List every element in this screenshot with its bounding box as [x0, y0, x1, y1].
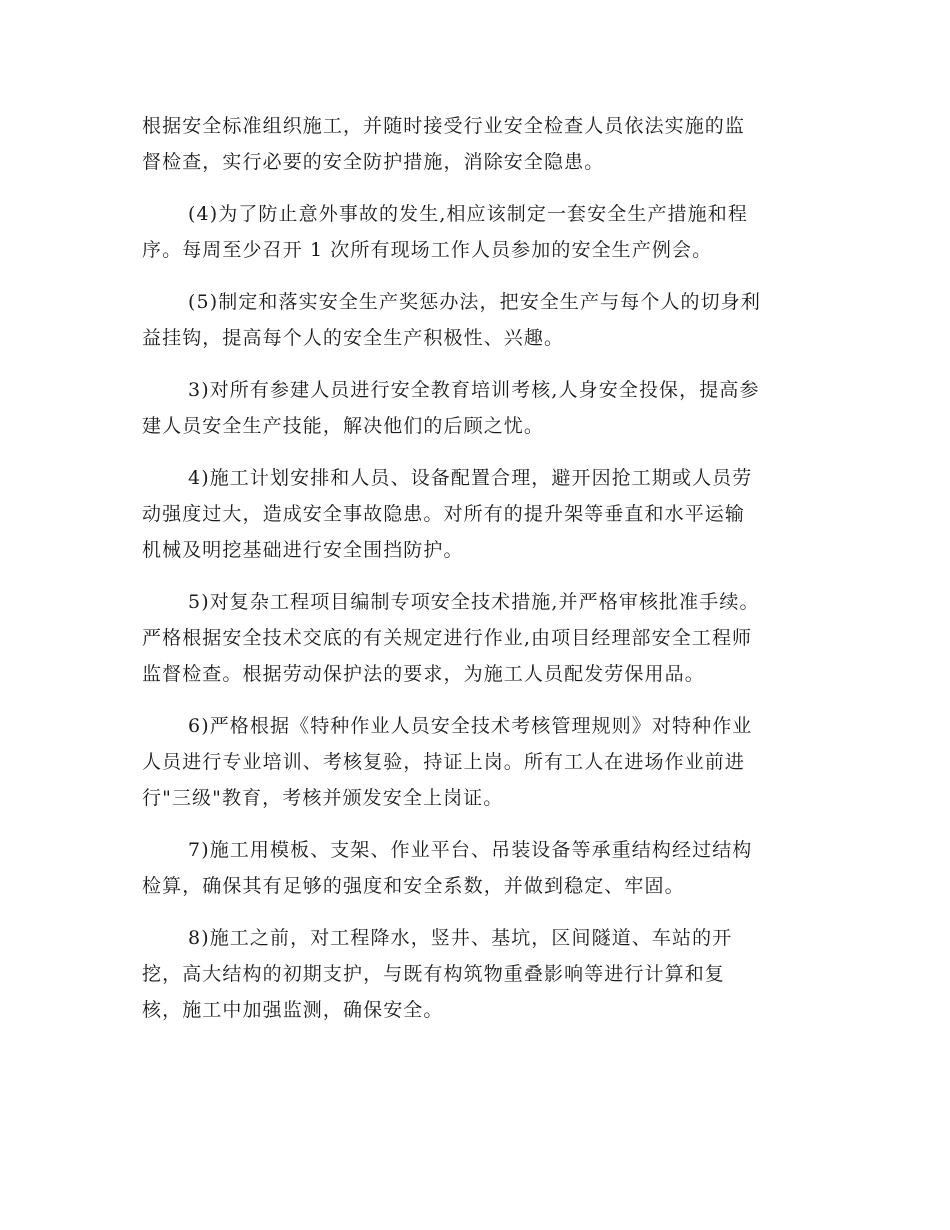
text-line: 序。每周至少召开 1 次所有现场工作人员参加的安全生产例会。	[142, 239, 713, 261]
text-line: 监督检查。根据劳动保护法的要求，为施工人员配发劳保用品。	[142, 663, 705, 685]
paragraph-continuation	[142, 108, 808, 180]
text-line: 6)严格根据《特种作业人员安全技术考核管理规则》对特种作业	[188, 715, 753, 737]
paragraph-item-5	[142, 284, 808, 356]
text-line: 7)施工用模板、支架、作业平台、吊装设备等承重结构经过结构	[188, 839, 753, 861]
text-line: 挖，高大结构的初期支护，与既有构筑物重叠影响等进行计算和复	[142, 963, 725, 985]
paragraph-item-4	[142, 196, 808, 268]
text-line: 5)对复杂工程项目编制专项安全技术措施,并严格审核批准手续。	[188, 591, 760, 613]
text-line: (5)制定和落实安全生产奖惩办法，把安全生产与每个人的切身利	[188, 291, 761, 313]
text-line: 4)施工计划安排和人员、设备配置合理，避开因抢工期或人员劳	[188, 467, 753, 489]
text-line: (4)为了防止意外事故的发生,相应该制定一套安全生产措施和程	[188, 203, 748, 225]
paragraph-item-8	[142, 920, 808, 1028]
paragraph-item-5b	[142, 584, 808, 692]
paragraph-item-4b	[142, 460, 808, 568]
text-line: 8)施工之前，对工程降水，竖井、基坑，区间隧道、车站的开	[188, 927, 733, 949]
text-line: 建人员安全生产技能，解决他们的后顾之忧。	[142, 415, 545, 437]
text-line: 动强度过大，造成安全事故隐患。对所有的提升架等垂直和水平运输	[142, 503, 746, 525]
text-line: 根据安全标准组织施工，并随时接受行业安全检查人员依法实施的监	[142, 115, 746, 137]
text-line: 检算，确保其有足够的强度和安全系数，并做到稳定、牢固。	[142, 875, 685, 897]
text-line: 核，施工中加强监测，确保安全。	[142, 999, 444, 1021]
paragraph-item-6	[142, 708, 808, 816]
paragraph-item-7	[142, 832, 808, 904]
text-line: 3)对所有参建人员进行安全教育培训考核,人身安全投保，提高参	[188, 379, 760, 401]
paragraph-item-3	[142, 372, 808, 444]
text-line: 人员进行专业培训、考核复验，持证上岗。所有工人在进场作业前进	[142, 751, 746, 773]
document-body	[142, 108, 808, 1028]
text-line: 机械及明挖基础进行安全围挡防护。	[142, 539, 464, 561]
text-line: 严格根据安全技术交底的有关规定进行作业,由项目经理部安全工程师	[142, 627, 753, 649]
text-line: 行"三级"教育，考核并颁发安全上岗证。	[142, 787, 504, 809]
text-line: 益挂钩，提高每个人的安全生产积极性、兴趣。	[142, 327, 565, 349]
text-line: 督检查，实行必要的安全防护措施，消除安全隐患。	[142, 151, 605, 173]
